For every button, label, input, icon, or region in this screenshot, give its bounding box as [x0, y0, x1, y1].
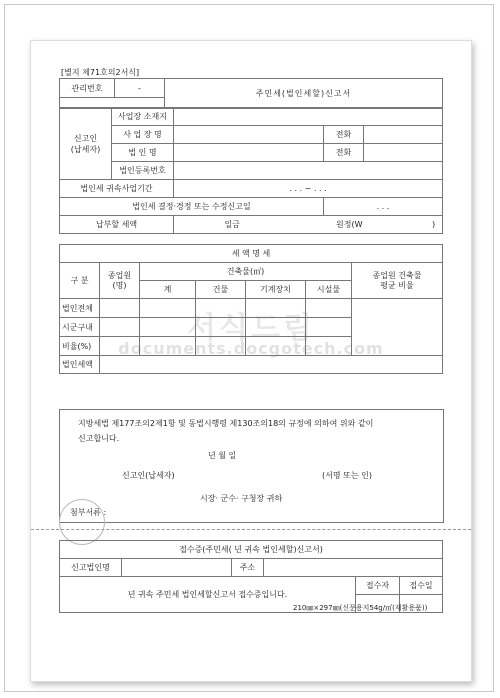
col-avg-ratio: 종업원 건축물 평균 비율	[352, 263, 443, 299]
col-machine: 기계장치	[246, 281, 306, 299]
row-city: 시군구내	[60, 318, 100, 337]
stamp-label: 접수일	[400, 577, 443, 595]
col-building-area: 건축물(㎡)	[140, 263, 352, 281]
amount-kor-label: 일금	[224, 220, 240, 229]
col-class: 구 분	[60, 263, 100, 299]
main-table	[59, 107, 443, 234]
period-value[interactable]: . . . ~ . . .	[174, 180, 443, 198]
decision-label: 법인세 결정·경정 또는 수정신고일	[60, 198, 324, 216]
row-ratio: 비율(%)	[60, 337, 100, 356]
business-name-field[interactable]	[174, 126, 324, 144]
corp-name-field[interactable]	[174, 144, 324, 162]
declaration-sign[interactable]: (서명 또는 인)	[322, 471, 372, 480]
mgmt-value[interactable]: -	[115, 79, 165, 98]
header-table	[59, 78, 443, 109]
col-total: 계	[140, 281, 196, 299]
amount-close: )	[431, 220, 436, 229]
form-number: [별지 제71호의2서식]	[61, 68, 140, 77]
paper-size-footer: 210㎜×297㎜(신문용지54g/㎡(재활용품))	[293, 604, 428, 612]
form-paper	[30, 40, 472, 682]
phone1-label: 전화	[324, 126, 364, 144]
declaration-text-1: 지방세법 제177조의2제1항 및 동법시행령 제130조의18의 규정에 의하여 위와 같이	[78, 419, 374, 428]
receipt-title: 접수증(주민세( 년 귀속 법인세할)신고서)	[60, 541, 443, 559]
watermark-url: documents.docgotech.com	[118, 339, 384, 358]
declaration-addressee: 시장· 군수· 구청장 귀하	[200, 494, 283, 503]
watermark-kor: 서식드림	[187, 311, 315, 346]
declaration-date[interactable]: 년 월 일	[208, 451, 237, 460]
form-title: 주민세(법인세할)신고서	[165, 79, 443, 109]
declaration-attach: 첨부서류 :	[70, 508, 107, 517]
row-corp-tax: 법인세액	[60, 356, 100, 374]
receipt-address-field[interactable]	[264, 559, 443, 577]
period-label: 법인세 귀속사업기간	[60, 180, 174, 198]
col-building: 건물	[196, 281, 246, 299]
corp-name-label: 법 인 명	[112, 144, 174, 162]
phone1-field[interactable]	[364, 126, 443, 144]
corp-tax-field[interactable]	[100, 356, 443, 374]
amount-field[interactable]	[174, 216, 443, 234]
receipt-text: 년 귀속 주민세 법인세할신고서 접수증입니다.	[60, 577, 356, 613]
receipt-address-label: 주소	[232, 559, 264, 577]
receipt-corp-name-field[interactable]	[122, 559, 232, 577]
decision-value[interactable]: . . .	[324, 198, 443, 216]
site-location-label: 사업장 소재지	[112, 108, 174, 126]
amount-won-label: 원정(W	[336, 220, 363, 229]
receipt-corp-name-label: 신고법인명	[60, 559, 122, 577]
site-location-field[interactable]	[174, 108, 443, 126]
declaration-text-2: 신고합니다.	[78, 434, 120, 443]
punch-circle	[59, 499, 105, 545]
reporter-label: 신고인 (납세자)	[60, 108, 112, 180]
business-name-label: 사 업 장 명	[112, 126, 174, 144]
corp-reg-no-label: 법인등록번호	[112, 162, 174, 180]
phone2-label: 전화	[324, 144, 364, 162]
col-facility: 시설물	[306, 281, 352, 299]
amount-label: 납부할 세액	[60, 216, 174, 234]
detail-title: 세 액 명 세	[60, 245, 443, 263]
mgmt-label: 관리번호	[60, 79, 115, 98]
col-employees: 종업원 (명)	[100, 263, 140, 299]
cut-line	[31, 529, 471, 530]
receiver-label: 접수자	[356, 577, 400, 595]
declaration-box	[59, 409, 444, 523]
row-corp-total: 법인전체	[60, 299, 100, 318]
phone2-field[interactable]	[364, 144, 443, 162]
corp-reg-no-field[interactable]	[174, 162, 443, 180]
declaration-reporter: 신고인(납세자)	[122, 471, 175, 480]
